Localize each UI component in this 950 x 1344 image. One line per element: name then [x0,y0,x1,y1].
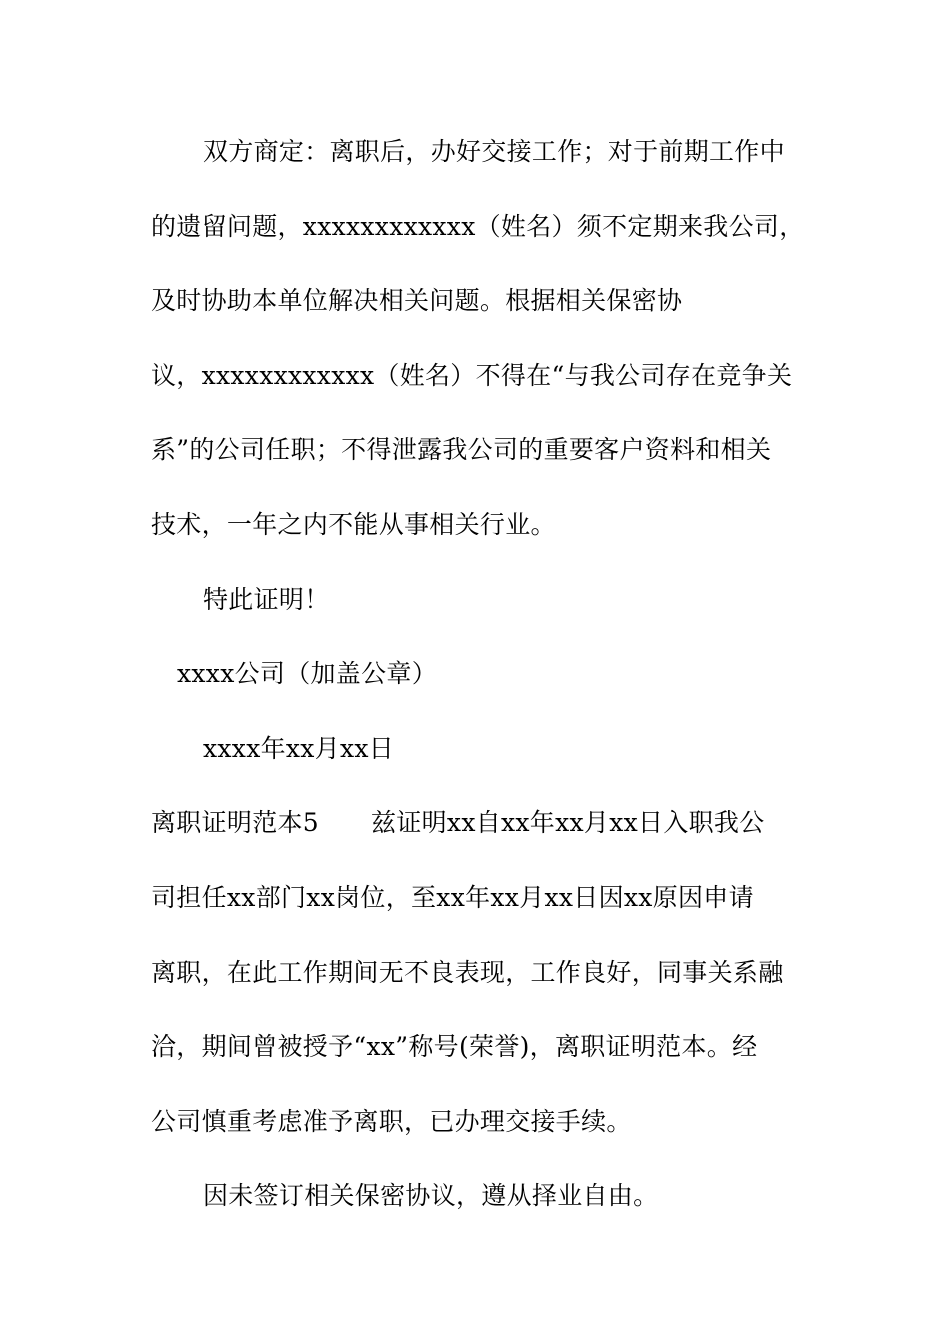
section-line-6: 因未签订相关保密协议，遵从择业自由。 [203,1181,659,1210]
section-title: 离职证明范本5 [151,808,320,837]
paragraph-line-3: 及时协助本单位解决相关问题。根据相关保密协 [151,286,683,315]
company-seal-line: xxxx公司（加盖公章） [177,659,437,688]
paragraph-line-4: 议，xxxxxxxxxxxx（姓名）不得在“与我公司存在竞争关 [151,361,793,390]
paragraph-line-2: 的遗留问题，xxxxxxxxxxxx（姓名）须不定期来我公司， [151,212,805,241]
certification-statement: 特此证明！ [203,585,330,614]
section-line-5: 公司慎重考虑准予离职，已办理交接手续。 [151,1107,632,1136]
paragraph-line-5: 系”的公司任职；不得泄露我公司的重要客户资料和相关 [151,435,772,464]
section-line-4: 洽，期间曾被授予“xx”称号(荣誉)，离职证明范本。经 [151,1032,758,1061]
section-heading-line [151,808,765,838]
section-line-2: 司担任xx部门xx岗位，至xx年xx月xx日因xx原因申请 [151,883,754,912]
section-first-line: 兹证明xx自xx年xx月xx日入职我公 [371,808,765,837]
paragraph-line-1: 双方商定：离职后，办好交接工作；对于前期工作中 [203,137,785,166]
paragraph-line-6: 技术，一年之内不能从事相关行业。 [151,510,556,539]
date-line: xxxx年xx月xx日 [203,734,395,763]
section-line-3: 离职，在此工作期间无不良表现，工作良好，同事关系融 [151,958,784,987]
